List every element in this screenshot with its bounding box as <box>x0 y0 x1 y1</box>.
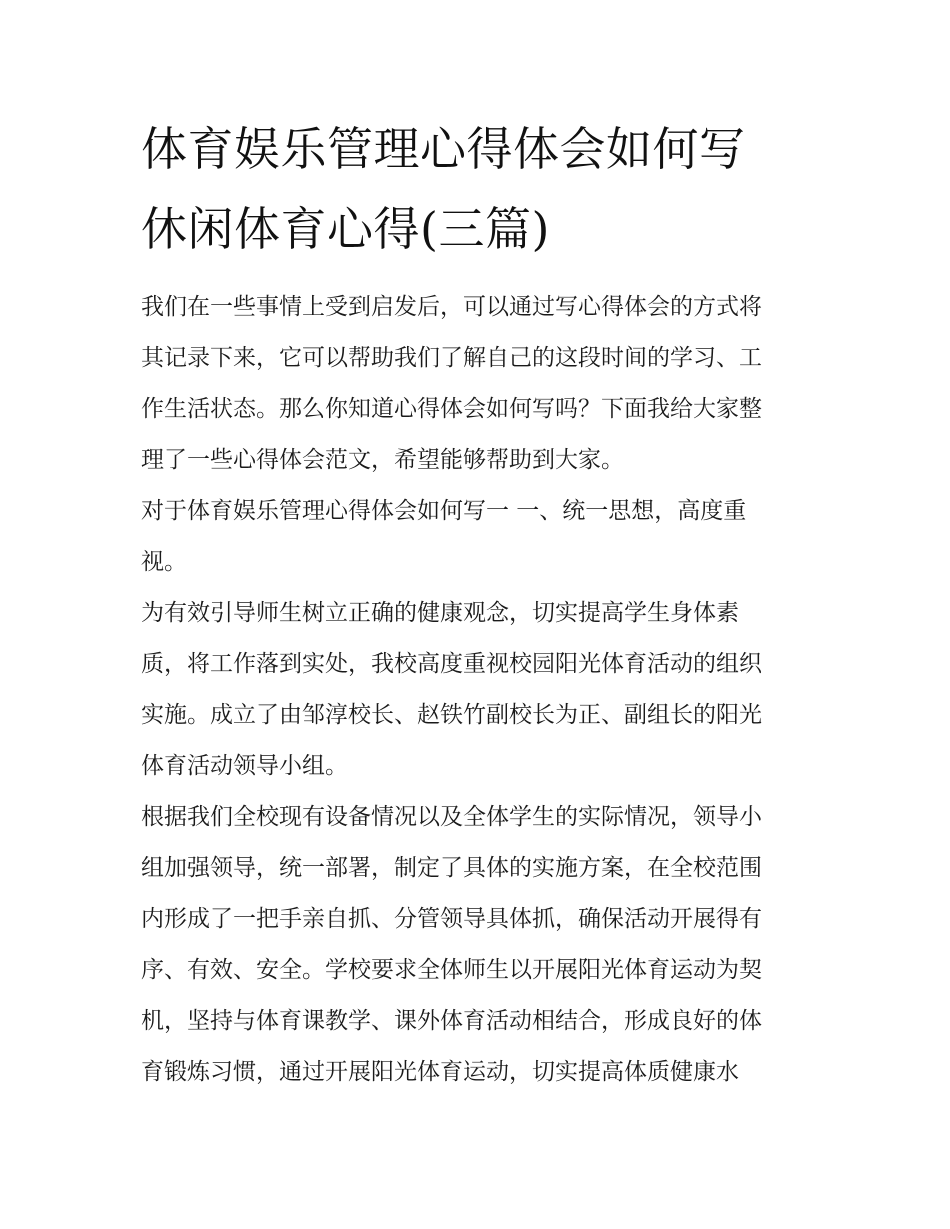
document-title <box>141 109 817 269</box>
text-line: 为有效引导师生树立正确的健康观念，切实提高学生身体素 <box>141 600 739 626</box>
paragraph-leadership <box>141 588 817 792</box>
paragraph-section-heading <box>141 486 817 588</box>
text-line: 我们在一些事情上受到启发后，可以通过写心得体会的方式将 <box>141 294 762 320</box>
text-line: 其记录下来，它可以帮助我们了解自己的这段时间的学习、工 <box>141 345 762 371</box>
text-line: 作生活状态。那么你知道心得体会如何写吗？下面我给大家整 <box>141 396 762 422</box>
paragraph-intro <box>141 282 817 486</box>
text-line: 组加强领导，统一部署，制定了具体的实施方案，在全校范围 <box>141 855 762 881</box>
title-line: 休闲体育心得(三篇) <box>141 202 550 256</box>
text-line: 序、有效、安全。学校要求全体师生以开展阳光体育运动为契 <box>141 957 762 983</box>
text-line: 育锻炼习惯，通过开展阳光体育运动，切实提高体质健康水 <box>141 1059 739 1085</box>
text-line: 体育活动领导小组。 <box>141 753 348 779</box>
paragraph-implementation <box>141 792 817 1098</box>
text-line: 根据我们全校现有设备情况以及全体学生的实际情况，领导小 <box>141 804 762 830</box>
document-body <box>141 109 817 1098</box>
text-line: 视。 <box>141 549 187 575</box>
text-line: 对于体育娱乐管理心得体会如何写一 一、统一思想，高度重 <box>141 498 747 524</box>
text-line: 理了一些心得体会范文，希望能够帮助到大家。 <box>141 447 624 473</box>
text-line: 质，将工作落到实处，我校高度重视校园阳光体育活动的组织 <box>141 651 762 677</box>
text-line: 实施。成立了由邹淳校长、赵铁竹副校长为正、副组长的阳光 <box>141 702 762 728</box>
title-line: 体育娱乐管理心得体会如何写 <box>141 122 746 176</box>
text-line: 机，坚持与体育课教学、课外体育活动相结合，形成良好的体 <box>141 1008 762 1034</box>
text-line: 内形成了一把手亲自抓、分管领导具体抓，确保活动开展得有 <box>141 906 762 932</box>
